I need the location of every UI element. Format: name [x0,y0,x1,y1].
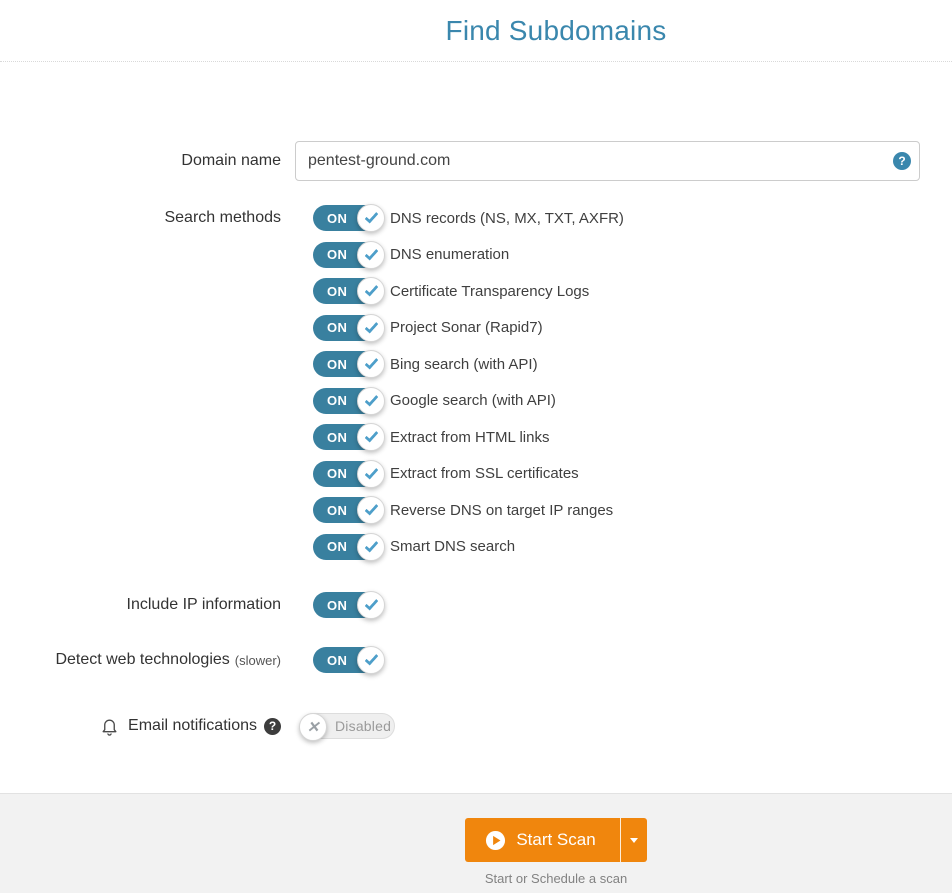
toggle-on-label: ON [327,356,348,372]
domain-name-input[interactable] [295,141,920,181]
method-row-project-sonar [295,315,952,341]
detect-web-tech-note: (slower) [234,652,281,668]
method-row-dns-enumeration [295,242,952,268]
check-icon [357,314,385,342]
search-methods-row [0,205,952,570]
method-toggle-project-sonar[interactable] [313,315,383,341]
play-icon [485,830,506,851]
method-row-html-links [295,424,952,450]
toggle-on-label: ON [327,502,348,518]
method-label: Project Sonar (Rapid7) [390,319,543,336]
method-toggle-ct-logs[interactable] [313,278,383,304]
start-scan-button[interactable] [465,818,619,862]
method-label: Bing search (with API) [390,355,538,373]
x-icon: ✕ [299,713,327,741]
email-notifications-label: Email notifications [128,717,257,734]
start-scan-label: Start Scan [516,830,596,849]
email-notifications-toggle[interactable] [300,713,395,739]
method-label: Google search (with API) [390,392,556,409]
toggle-on-label: ON [327,597,348,613]
check-icon [357,460,385,488]
include-ip-toggle[interactable] [313,592,383,618]
detect-web-tech-label: Detect web technologies [55,651,230,668]
page-title: Find Subdomains [445,15,667,46]
domain-help-icon[interactable]: ? [893,152,911,170]
check-icon [357,496,385,524]
check-icon [357,533,385,561]
check-icon [357,277,385,305]
toggle-on-label: ON [327,466,348,481]
method-row-ct-logs [295,278,952,304]
domain-name-label: Domain name [181,152,281,169]
start-scan-button-group [465,818,646,862]
email-notifications-help-icon[interactable]: ? [264,718,281,735]
scan-options-form [0,62,952,739]
toggle-on-label: ON [327,539,348,554]
page-footer [0,793,952,893]
check-icon [357,387,385,415]
email-notifications-row [0,713,952,739]
method-row-ssl-certificates [295,461,952,487]
method-toggle-ssl-certificates[interactable] [313,461,383,487]
detect-web-tech-row [0,647,952,673]
check-icon [357,591,385,619]
method-row-bing-search [295,351,952,377]
detect-web-tech-toggle[interactable] [313,647,383,673]
method-toggle-reverse-dns[interactable] [313,497,383,523]
toggle-on-label: ON [327,210,348,226]
method-row-reverse-dns [295,497,952,523]
method-label: DNS records (NS, MX, TXT, AXFR) [390,209,624,227]
check-icon [357,204,385,232]
caret-down-icon [630,838,638,843]
check-icon [357,646,385,674]
method-label: Smart DNS search [390,538,516,555]
check-icon [357,241,385,269]
toggle-on-label: ON [327,247,348,262]
email-notifications-state: Disabled [335,718,392,734]
method-toggle-dns-enumeration[interactable] [313,242,383,268]
page-header [0,0,952,62]
method-label: Extract from SSL certificates [390,465,579,482]
footer-hint: Start or Schedule a scan [484,871,628,886]
method-row-smart-dns [295,534,952,560]
method-toggle-dns-records[interactable] [313,205,383,231]
method-toggle-google-search[interactable] [313,388,383,414]
scan-options-dropdown-toggle[interactable] [620,818,647,862]
toggle-on-label: ON [327,393,348,408]
toggle-on-label: ON [327,652,348,668]
method-row-google-search [295,388,952,414]
method-toggle-smart-dns[interactable] [313,534,383,560]
toggle-on-label: ON [327,429,348,445]
method-label: DNS enumeration [390,246,510,263]
method-label: Reverse DNS on target IP ranges [390,501,614,519]
toggle-on-label: ON [327,283,348,299]
include-ip-label: Include IP information [126,596,281,613]
method-toggle-html-links[interactable] [313,424,383,450]
method-label: Extract from HTML links [390,428,550,446]
toggle-on-label: ON [327,320,348,335]
search-methods-label: Search methods [164,209,281,226]
bell-icon [100,716,119,737]
method-label: Certificate Transparency Logs [390,282,590,300]
check-icon [357,350,385,378]
include-ip-row [0,592,952,618]
method-row-dns-records [295,205,952,231]
domain-name-row [0,141,952,181]
check-icon [357,423,385,451]
method-toggle-bing-search[interactable] [313,351,383,377]
